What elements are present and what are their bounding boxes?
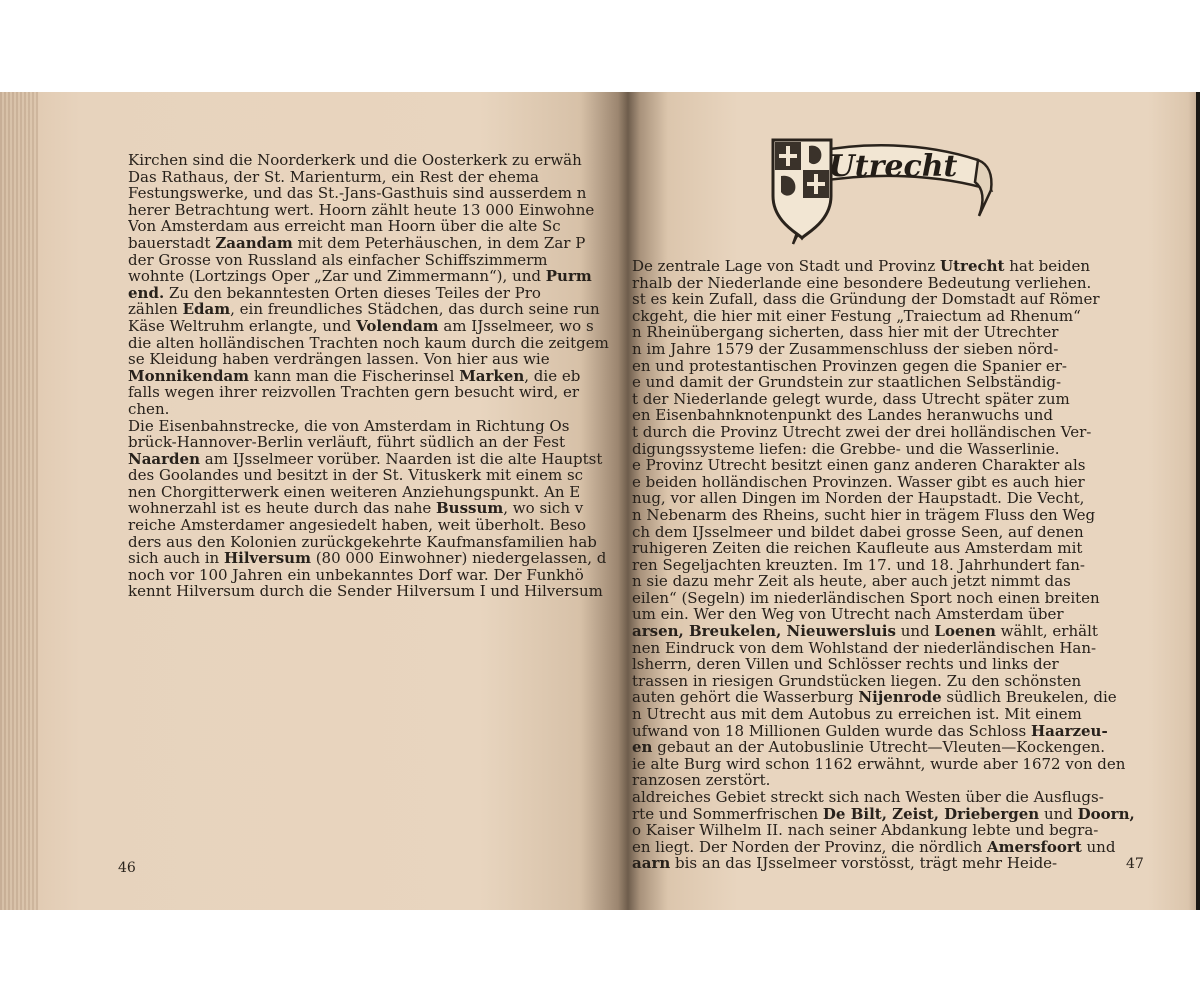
- text-line: [128, 434, 618, 451]
- text-line: [632, 324, 1140, 341]
- text-run: am IJsselmeer, wo s: [438, 317, 594, 335]
- text-run: sich auch in: [128, 550, 224, 567]
- text-run: o Kaiser Wilhelm II. nach seiner Abdankung lebte und begra-: [632, 822, 1099, 839]
- text-line: [632, 524, 1140, 541]
- text-run: e zentrale Lage von Stadt und Provinz: [644, 258, 941, 275]
- text-line: [128, 401, 618, 418]
- text-run: südlich Breukelen, die: [941, 689, 1117, 707]
- text-line: [128, 517, 618, 534]
- bold-place-name: Volendam: [356, 317, 439, 335]
- text-run: trassen in riesigen Grundstücken liegen. Zu den schönsten: [632, 672, 1082, 690]
- bold-place-name: Haarzeu-: [1030, 722, 1108, 740]
- text-line: [128, 467, 618, 484]
- text-line: [632, 341, 1140, 358]
- text-line: [632, 424, 1140, 441]
- text-line: [632, 407, 1140, 424]
- text-run: chen.: [128, 400, 170, 418]
- text-run: reiche Amsterdamer angesiedelt haben, weit überholt. Beso: [128, 517, 587, 534]
- text-line: [128, 169, 618, 186]
- text-run: n Nebenarm des Rheins, sucht hier in trägem Fluss den Weg: [632, 506, 1096, 524]
- bold-place-name: Doorn,: [1077, 805, 1135, 823]
- text-run: ufwand von 18 Millionen Gulden wurde das Schloss: [632, 722, 1031, 740]
- text-line: [128, 351, 618, 368]
- text-run: bis an das IJsselmeer vorstösst, trägt mehr Heide-: [670, 855, 1058, 872]
- text-run: e Provinz Utrecht besitzt einen ganz anderen Charakter als: [632, 457, 1086, 474]
- text-line: [632, 490, 1140, 507]
- text-run: digungssysteme liefen: die Grebbe- und die Wasserlinie.: [632, 440, 1060, 458]
- text-run: rte und Sommerfrischen: [632, 805, 823, 823]
- text-line: [128, 252, 618, 269]
- text-run: en Eisenbahnknotenpunkt des Landes heranwuchs und: [632, 407, 1054, 424]
- page-edges: [0, 92, 38, 910]
- text-line: [128, 484, 618, 501]
- text-run: kann man die Fischerinsel: [249, 367, 460, 385]
- bold-place-name: Purm: [545, 268, 592, 285]
- text-line: [128, 384, 618, 401]
- text-line: [632, 540, 1140, 557]
- text-run: nug, vor allen Dingen im Norden der Haupstadt. Die Vecht,: [632, 490, 1085, 507]
- text-run: Käse Weltruhm erlangte, und: [128, 317, 357, 335]
- text-line: [632, 358, 1140, 375]
- text-run: ders aus den Kolonien zurückgekehrte Kaufmansfamilien hab: [128, 533, 597, 551]
- text-line: [632, 291, 1140, 308]
- text-run: hat beiden: [1004, 258, 1091, 275]
- text-line: [632, 739, 1140, 756]
- text-line: [632, 623, 1140, 640]
- text-run: wählt, erhält: [995, 623, 1098, 640]
- text-run: e beiden holländischen Provinzen. Wasser gibt es auch hier: [632, 473, 1085, 491]
- bold-place-name: Naarden: [128, 450, 200, 468]
- text-line: [128, 534, 618, 551]
- text-line: [632, 839, 1140, 856]
- bold-place-name: en: [632, 739, 653, 756]
- text-run: e und damit der Grundstein zur staatlichen Selbständig-: [632, 374, 1062, 391]
- text-run: auten gehört die Wasserburg: [632, 689, 859, 707]
- text-line: [632, 573, 1140, 590]
- text-run: noch vor 100 Jahren ein unbekanntes Dorf war. Der Funkhö: [128, 566, 584, 584]
- text-line: [128, 185, 618, 202]
- text-run: se Kleidung haben verdrängen lassen. Von hier aus wie: [128, 351, 550, 368]
- text-line: [128, 335, 618, 352]
- text-run: wohnerzahl ist es heute durch das nahe: [128, 500, 436, 518]
- text-line: [632, 822, 1140, 839]
- text-line: [632, 673, 1140, 690]
- page-number-left: 46: [118, 860, 136, 876]
- text-run: n Rheinübergang sicherten, dass hier mit der Utrechter: [632, 324, 1059, 341]
- text-line: [632, 855, 1140, 872]
- text-run: kennt Hilversum durch die Sender Hilversum I und Hilversum: [128, 583, 603, 601]
- text-run: und: [895, 623, 935, 640]
- text-run: gebaut an der Autobuslinie Utrecht—Vleuten—Kockengen.: [652, 739, 1106, 756]
- text-line: [632, 474, 1140, 491]
- right-page: [628, 92, 1196, 910]
- text-run: mit dem Peterhäuschen, in dem Zar P: [292, 234, 586, 252]
- text-run: eilen“ (Segeln) im niederländischen Sport noch einen breiten: [632, 589, 1100, 607]
- text-run: rhalb der Niederlande eine besondere Bedeutung verliehen.: [632, 274, 1092, 292]
- text-run: Das Rathaus, der St. Marienturm, ein Rest der ehema: [128, 168, 539, 186]
- bold-place-name: De Bilt, Zeist, Driebergen: [822, 805, 1040, 823]
- text-run: ranzosen zerstört.: [632, 772, 771, 789]
- bold-place-name: Monnikendam: [128, 367, 250, 385]
- bold-place-name: Nijenrode: [858, 689, 942, 707]
- text-line: [632, 723, 1140, 740]
- text-run: der Grosse von Russland als einfacher Schiffszimmerm: [128, 251, 548, 269]
- text-line: [632, 507, 1140, 524]
- bold-place-name: Utrecht: [940, 258, 1005, 275]
- text-run: und: [1039, 805, 1078, 823]
- bold-place-name: Hilversum: [223, 550, 311, 567]
- text-run: wohnte (Lortzings Oper „Zar und Zimmermann“), und: [128, 268, 546, 285]
- bold-place-name: Bussum: [436, 500, 504, 518]
- text-run: bauerstadt: [128, 234, 216, 252]
- text-line: [632, 789, 1140, 806]
- text-run: des Goolandes und besitzt in der St. Vituskerk mit einem sc: [128, 467, 584, 484]
- text-run: nen Eindruck von dem Wohlstand der niederländischen Han-: [632, 639, 1097, 657]
- text-line: [632, 590, 1140, 607]
- text-line: [632, 640, 1140, 657]
- text-run: falls wegen ihrer reizvollen Trachten gern besucht wird, er: [128, 384, 580, 401]
- text-run: , die eb: [524, 367, 581, 385]
- bold-place-name: aarn: [632, 855, 671, 872]
- bold-place-name: Edam: [182, 301, 231, 318]
- bold-place-name: end.: [128, 284, 165, 302]
- text-line: [632, 606, 1140, 623]
- text-line: [632, 308, 1140, 325]
- text-run: n Utrecht aus mit dem Autobus zu erreichen ist. Mit einem: [632, 706, 1082, 723]
- text-line: [128, 451, 618, 468]
- text-run: herer Betrachtung wert. Hoorn zählt heute 13 000 Einwohne: [128, 201, 595, 219]
- text-line: [128, 202, 618, 219]
- text-run: t durch die Provinz Utrecht zwei der drei holländischen Ver-: [632, 423, 1092, 441]
- text-line: [128, 235, 618, 252]
- text-run: n im Jahre 1579 der Zusammenschluss der sieben nörd-: [632, 340, 1059, 358]
- text-run: zählen: [128, 301, 183, 318]
- text-line: [632, 275, 1140, 292]
- text-run: (80 000 Einwohner) niedergelassen, d: [310, 550, 607, 567]
- text-line: [128, 285, 618, 302]
- text-line: [632, 756, 1140, 773]
- text-run: ren Segeljachten kreuzten. Im 17. und 18. Jahrhundert fan-: [632, 556, 1085, 574]
- text-run: um ein. Wer den Weg von Utrecht nach Amsterdam über: [632, 606, 1064, 624]
- text-run: aldreiches Gebiet streckt sich nach Westen über die Ausflugs-: [632, 789, 1104, 806]
- text-run: Die Eisenbahnstrecke, die von Amsterdam in Richtung Os: [128, 417, 570, 435]
- text-line: [632, 457, 1140, 474]
- text-line: [632, 441, 1140, 458]
- text-run: brück-Hannover-Berlin verläuft, führt südlich an der Fest: [128, 434, 566, 451]
- text-run: Kirchen sind die Noorderkerk und die Oosterkerk zu erwäh: [128, 152, 582, 169]
- bold-place-name: arsen, Breukelen, Nieuwersluis: [632, 623, 896, 640]
- text-line: [632, 806, 1140, 823]
- text-line: [128, 268, 618, 285]
- text-line: [632, 656, 1140, 673]
- text-run: st es kein Zufall, dass die Gründung der Domstadt auf Römer: [632, 291, 1100, 308]
- text-line: [128, 218, 618, 235]
- text-run: Von Amsterdam aus erreicht man Hoorn über die alte Sc: [128, 218, 561, 235]
- text-run: ruhigeren Zeiten die reichen Kaufleute aus Amsterdam mit: [632, 540, 1083, 557]
- page-number-right: 47: [1126, 856, 1144, 872]
- text-run: ch dem IJsselmeer und bildet dabei grosse Seen, auf denen: [632, 523, 1084, 541]
- text-line: [632, 706, 1140, 723]
- text-run: en und protestantischen Provinzen gegen die Spanier er-: [632, 357, 1067, 375]
- text-run: en liegt. Der Norden der Provinz, die nördlich: [632, 838, 988, 856]
- text-line: [128, 418, 618, 435]
- text-line: [128, 550, 618, 567]
- left-page-text: [128, 152, 618, 600]
- text-run: ckgeht, die hier mit einer Festung „Traiectum ad Rhenum“: [632, 307, 1081, 325]
- text-run: n sie dazu mehr Zeit als heute, aber auch jetzt nimmt das: [632, 573, 1071, 590]
- text-run: am IJsselmeer vorüber. Naarden ist die alte Hauptst: [200, 450, 603, 468]
- text-run: ie alte Burg wird schon 1162 erwähnt, wurde aber 1672 von den: [632, 755, 1126, 773]
- text-line: [632, 557, 1140, 574]
- open-book: [0, 92, 1200, 910]
- text-run: und: [1081, 838, 1116, 856]
- right-page-text: [632, 258, 1140, 872]
- text-run: lsherrn, deren Villen und Schlösser rechts und links der: [632, 656, 1059, 673]
- text-line: [128, 583, 618, 600]
- text-run: t der Niederlande gelegt wurde, dass Utrecht später zum: [632, 390, 1070, 408]
- text-run: Zu den bekanntesten Orten dieses Teiles der Pro: [164, 284, 541, 302]
- text-run: D: [632, 258, 645, 275]
- text-run: , ein freundliches Städchen, das durch seine run: [230, 301, 600, 318]
- text-run: , wo sich v: [503, 500, 584, 518]
- chapter-heading: Utrecht: [828, 149, 958, 184]
- text-line: [632, 258, 1140, 275]
- text-line: [128, 318, 618, 335]
- left-page: [0, 92, 628, 910]
- text-line: [128, 500, 618, 517]
- text-run: die alten holländischen Trachten noch kaum durch die zeitgem: [128, 334, 609, 352]
- bold-place-name: Marken: [459, 367, 525, 385]
- bold-place-name: Amersfoort: [987, 838, 1082, 856]
- text-line: [632, 689, 1140, 706]
- bold-place-name: Loenen: [934, 623, 996, 640]
- text-line: [632, 772, 1140, 789]
- text-run: Festungswerke, und das St.-Jans-Gasthuis sind ausserdem n: [128, 185, 587, 202]
- utrecht-coat-of-arms-banner: [753, 134, 998, 252]
- bold-place-name: Zaandam: [215, 234, 293, 252]
- text-line: [128, 152, 618, 169]
- text-line: [632, 374, 1140, 391]
- text-run: nen Chorgitterwerk einen weiteren Anziehungspunkt. An E: [128, 483, 581, 501]
- text-line: [632, 391, 1140, 408]
- text-line: [128, 301, 618, 318]
- text-line: [128, 368, 618, 385]
- text-line: [128, 567, 618, 584]
